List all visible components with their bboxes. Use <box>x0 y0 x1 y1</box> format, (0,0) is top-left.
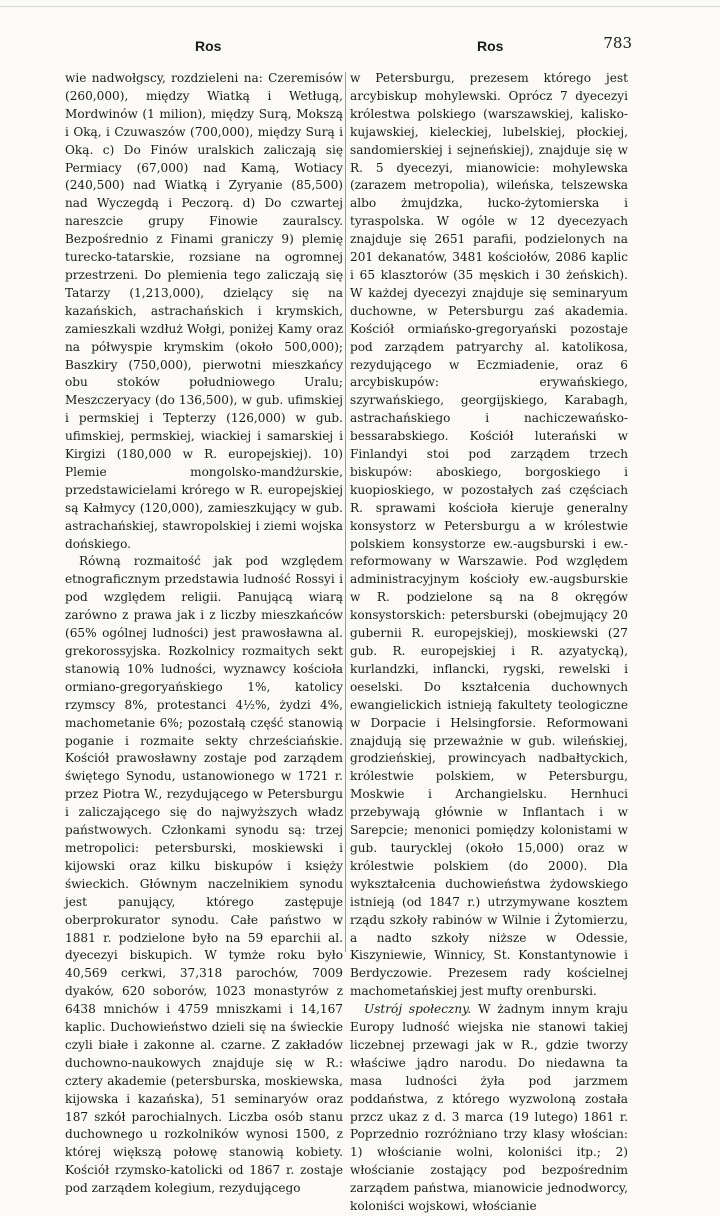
left-column <box>65 70 343 1198</box>
column-divider <box>345 72 346 952</box>
right-paragraph-2 <box>350 1001 628 1216</box>
right-paragraph-1: w Petersburgu, prezesem którego jest arcybiskup mohylewski. Oprócz 7 dyecezyi królestwa polskiego (warszawskiej, kalisko-kujawskiej, kieleckiej, lubelskiej, płockiej, sandomierskiej i sejneńskiej), znajduje się w R. 5 dyecezyi, mianowicie: mohylewska (zarazem metropolia), wileńska, telszewska albo żmujdzka, łucko-żytomierska i tyraspolska. W ogóle w 12 dyecezyach znajduje się 2651 parafii, podzielonych na 201 dekanatów, 3481 kościołów, 2086 kaplic i 65 klasztorów (35 męskich i 30 żeńskich). W każdej dyecezyi znajduje się seminaryum duchowne, w Petersburgu zaś akademia. Kościół ormiańsko-gregoryański pozostaje pod zarządem patryarchy al. katolikosa, rezydującego w Eczmiadenie, oraz 6 arcybiskupów: erywańskiego, szyrwańskiego, georgijskiego, Karabagh, astrachańskiego i nachiczewańsko-bessarabskiego. Kościół luterański w Finlandyi stoi pod zarządem trzech biskupów: aboskiego, borgoskiego i kuopioskiego, w pozostałych zaś częściach R. sprawami kościoła kieruje generalny konsystorz w Petersburgu a w królestwie polskiem konsystorze ew.-augsburski i ew.-reformowany w Warszawie. Pod względem administracyjnym kościoły ew.-augsburskie w R. podzielone są na 8 okręgów konsystorskich: petersburski (obejmujący 20 gubernii R. europejskiej), moskiewski (27 gub. R. europejskiej i R. azyatycką), kurlandzki, inflancki, rygski, rewelski i oeselski. Do kształcenia duchownych ewangielickich istnieją fakultety teologiczne w Dorpacie i Helsingforsie. Reformowani znajdują się przeważnie w gub. wileńskiej, grodzieńskiej, prowincyach nadbałtyckich, królestwie polskiem, w Petersburgu, Moskwie i Archangielsku. Hernhuci przebywają głównie w Inflantach i w Sarepcie; menonici pomiędzy kolonistami w gub. taurycklej (około 15,000) oraz w królestwie polskiem (do 2000). Dla wykształcenia duchowieństwa żydowskiego istnieją (od 1847 r.) utrzymywane kosztem rządu szkoły rabinów w Wilnie i Żytomierzu, a nadto szkoły niższe w Odessie, Kiszyniewie, Winnicy, St. Konstantynowie i Berdyczowie. Prezesem rady kościelnej machometańskiej jest mufty orenburski. <box>350 71 628 999</box>
running-head-right: Ros <box>477 38 504 54</box>
scan-edge-line <box>0 6 720 7</box>
left-paragraph-1: wie nadwołgscy, rozdzieleni na: Czeremisów (260,000), między Wiatką i Wetługą, Mordwinów (1 milion), między Surą, Mokszą i Oką, i Czuwaszów (700,000), między Surą i Oką. c) Do Finów uralskich zaliczają się Permiacy (67,000) nad Kamą, Wotiacy (240,500) nad Wiatką i Zyryanie (85,500) nad Wyczegdą i Peczorą. d) Do czwartej nareszcie grupy Finowie zauralscy. Bezpośrednio z Finami graniczy 9) plemię turecko-tatarskie, rozsiane na ogromnej przestrzeni. Do plemienia tego zaliczają się Tatarzy (1,213,000), dzielący się na kazańskich, astrachańskich i krymskich, zamieszkali wzdłuż Wołgi, poniżej Kamy oraz na półwyspie krymskim (około 500,000); Baszkiry (750,000), pierwotni mieszkańcy obu stoków południowego Uralu; Meszczeryacy (do 136,500), w gub. ufimskiej i permskiej i Tepterzy (126,000) w gub. ufimskiej, permskiej, wiackiej i samarskiej i Kirgizi (180,000 w R. europejskiej). 10) Plemie mongolsko-mandżurskie, przedstawicielami krórego w R. europejskiej są Kałmycy (120,000), zamieszkujący w gub. astrachańskiej, stawropolskiej i ziemi wojska dońskiego. <box>65 71 343 551</box>
right-column <box>350 70 628 1216</box>
left-paragraph-2: Równą rozmaitość jak pod względem etnograficznym przedstawia ludność Rossyi i pod względem religii. Panującą wiarą zarówno z prawa jak i z liczby mieszkańców (65% ogólnej ludności) jest prawosławna al. grekorossyjska. Rozkolnicy rozmaitych sekt stanowią 10% ludności, wyznawcy kościoła ormiano-gregoryańskiego 1%, katolicy rzymscy 8%, protestanci 4½%, żydzi 4%, machometanie 6%; pozostałą część stanowią poganie i rozmaite sekty chrześciańskie. Kościół prawosławny zostaje pod zarządem świętego Synodu, ustanowionego w 1721 r. przez Piotra W., rezydującego w Petersburgu i zaliczającego się do najwyższych władz państwowych. Członkami synodu są: trzej metropolici: petersburski, moskiewski i kijowski oraz kilku biskupów i księży świeckich. Głównym naczelnikiem synodu jest panujący, którego zastępuje oberprokurator synodu. Całe państwo w 1881 r. podzielone było na 59 eparchii al. dyecezyi biskupich. W tymże roku było 40,569 cerkwi, 37,318 parochów, 7009 dyaków, 620 soborów, 1023 monastyrów z 6438 mnichów i 4759 mniszkami i 14,167 kaplic. Duchowieństwo dzieli się na świeckie czyli białe i zakonne al. czarne. Z zakładów duchowno-naukowych znajduje się w R.: cztery akademie (petersburska, moskiewska, kijowska i kazańska), 51 seminaryów oraz 187 szkół parochialnych. Liczba osób stanu duchownego u rozkolników wynosi 1500, z której większą połowę stanowią kobiety. Kościół rzymsko-katolicki od 1867 r. zostaje pod zarządem kolegium, rezydującego <box>65 554 343 1196</box>
running-head <box>60 34 632 58</box>
section-heading: Ustrój społeczny. <box>364 1002 472 1017</box>
running-head-left: Ros <box>195 38 222 54</box>
page-number: 783 <box>603 34 632 52</box>
right-paragraph-2-text: W żadnym innym kraju Europy ludność wiejska nie stanowi takiej liczebnej przewagi jak w R., gdzie tworzy właściwe jądro narodu. Do niedawna ta masa ludności żyła pod jarzmem poddaństwa, z którego wyzwoloną została przcz ukaz z d. 3 marca (19 lutego) 1861 r. Poprzednio rozróżniano trzy klasy włościan: 1) włościanie wolni, koloniści itp.; 2) włościanie zostający pod bezpośrednim zarządem państwa, mianowicie jednodworcy, koloniści wojskowi, włościanie <box>350 1002 628 1214</box>
